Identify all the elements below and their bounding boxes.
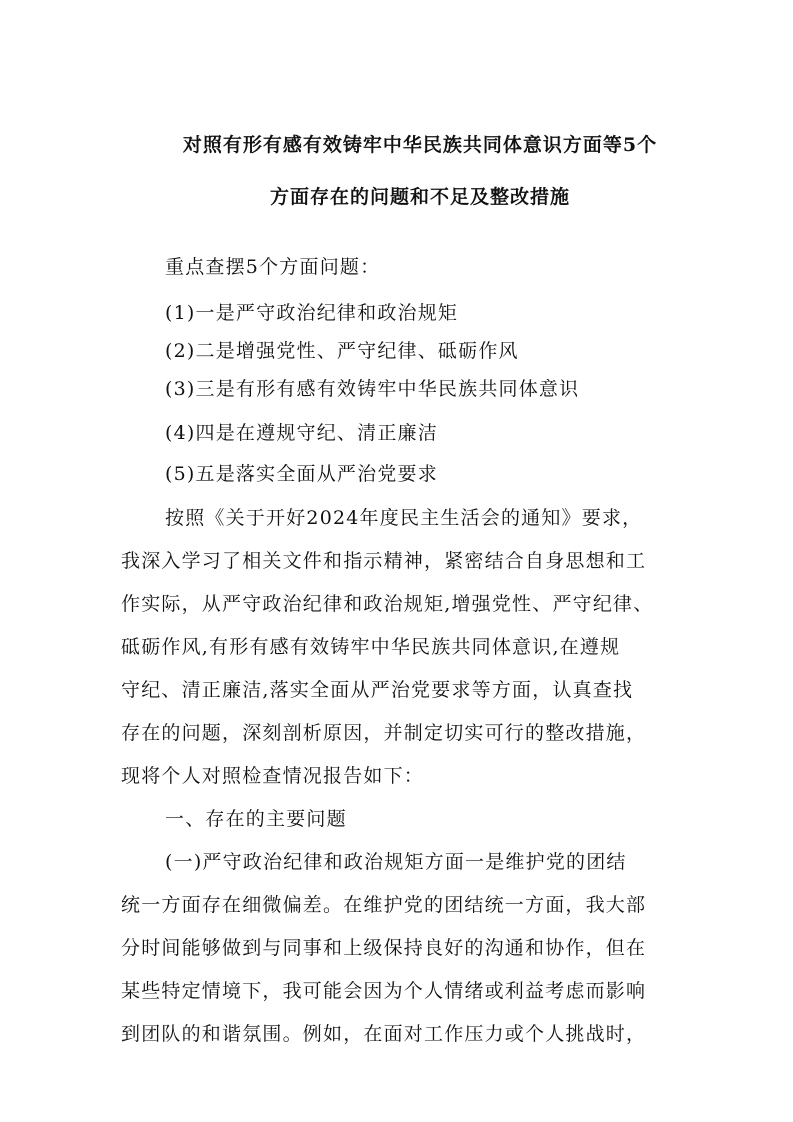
list-item: (3)三是有形有感有效铸牢中华民族共同体意识 [165, 378, 580, 400]
paragraph-1-line: 作实际，从严守政治纪律和政治规矩,增强党性、严守纪律、 [121, 593, 654, 615]
list-item: (5)五是落实全面从严治党要求 [165, 463, 438, 485]
paragraph-1-line: 守纪、清正廉洁,落实全面从严治党要求等方面，认真查找 [121, 679, 634, 701]
document-title-line-2: 方面存在的问题和不足及整改措施 [269, 186, 570, 208]
list-item: (2)二是增强党性、严守纪律、砥砺作风 [165, 340, 519, 362]
paragraph-1-line: 存在的问题，深刻剖析原因，并制定切实可行的整改措施， [121, 722, 647, 744]
paragraph-1-line: 我深入学习了相关文件和指示精神，紧密结合自身思想和工 [121, 550, 647, 572]
paragraph-1-line: 现将个人对照检查情况报告如下： [121, 765, 425, 787]
intro-text: 重点查摆5个方面问题： [165, 256, 381, 278]
paragraph-2-line: 到团队的和谐氛围。例如，在面对工作压力或个人挑战时， [121, 1023, 647, 1045]
paragraph-2-line: 分时间能够做到与同事和上级保持良好的沟通和协作，但在 [121, 937, 647, 959]
paragraph-2-line: 某些特定情境下，我可能会因为个人情绪或利益考虑而影响 [121, 980, 647, 1002]
section-heading: 一、存在的主要问题 [165, 808, 347, 830]
list-item: (1)一是严守政治纪律和政治规矩 [165, 302, 459, 324]
list-item: (4)四是在遵规守纪、清正廉洁 [165, 422, 438, 444]
paragraph-2-line: 统一方面存在细微偏差。在维护党的团结统一方面，我大部 [121, 894, 647, 916]
paragraph-2-line: (一)严守政治纪律和政治规矩方面一是维护党的团结 [165, 851, 627, 873]
paragraph-1-line: 按照《关于开好2024年度民主生活会的通知》要求， [165, 507, 643, 529]
paragraph-1-line: 砥砺作风,有形有感有效铸牢中华民族共同体意识,在遵规 [121, 636, 621, 658]
document-title-line-1: 对照有形有感有效铸牢中华民族共同体意识方面等5个 [182, 134, 658, 156]
